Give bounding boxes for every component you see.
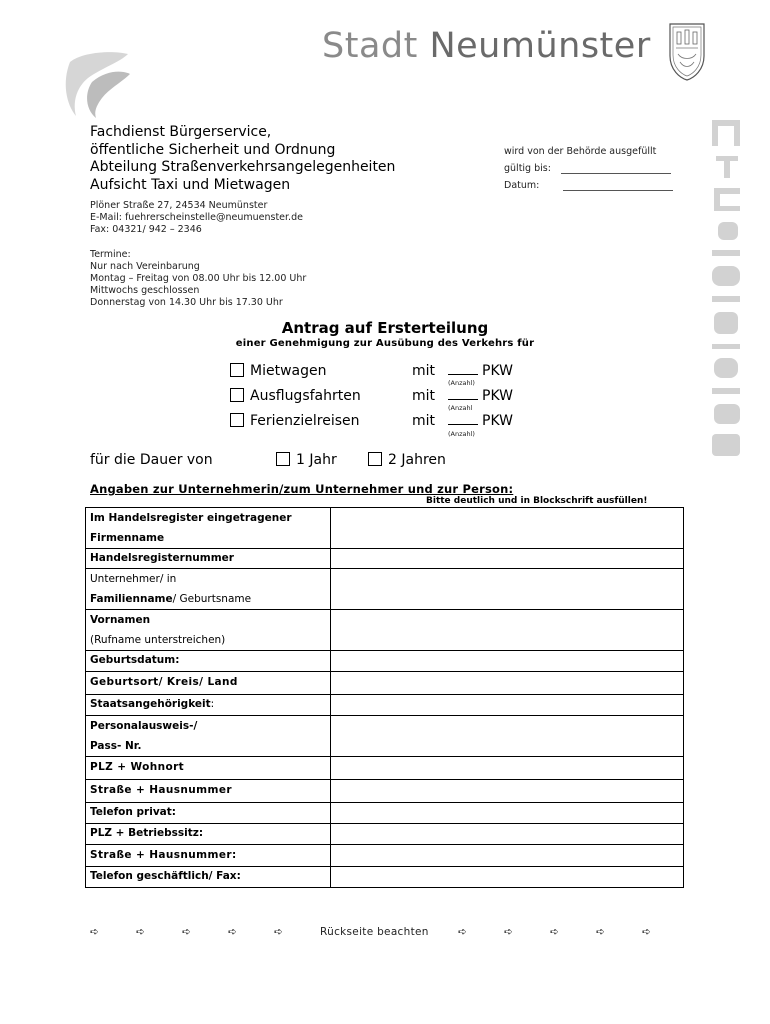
label-line: Firmenname xyxy=(90,532,165,544)
department-line: Fachdienst Bürgerservice, xyxy=(90,124,272,140)
email-text: E-Mail: fuehrerscheinstelle@neumuenster.de xyxy=(90,212,303,223)
table-row xyxy=(86,867,684,888)
arrow-right-icon: ➪ xyxy=(136,926,145,938)
option-label: Ausflugsfahrten xyxy=(250,388,361,404)
id-number-field[interactable] xyxy=(331,716,684,757)
table-row xyxy=(86,610,684,651)
label-rest: / Geburtsname xyxy=(172,593,252,605)
field-label xyxy=(86,716,331,757)
street-field[interactable] xyxy=(331,780,684,803)
appointments-heading: Termine: xyxy=(90,249,131,260)
arrow-right-icon: ➪ xyxy=(182,926,191,938)
arrow-right-icon: ➪ xyxy=(228,926,237,938)
fax-text: Fax: 04321/ 942 – 2346 xyxy=(90,224,202,235)
option-label: Mietwagen xyxy=(250,363,327,379)
label-line xyxy=(90,589,326,609)
count-hint: (Anzahl) xyxy=(448,379,475,387)
field-label xyxy=(86,610,331,651)
arrow-right-icon: ➪ xyxy=(596,926,605,938)
company-name-field[interactable] xyxy=(331,508,684,549)
appointments-line: Nur nach Vereinbarung xyxy=(90,261,200,272)
field-label xyxy=(86,569,331,610)
unit-label: PKW xyxy=(482,363,513,379)
table-row xyxy=(86,780,684,803)
register-number-field[interactable] xyxy=(331,549,684,569)
arrow-right-icon: ➪ xyxy=(274,926,283,938)
field-label: PLZ + Betriebssitz: xyxy=(86,824,331,845)
business-postal-field[interactable] xyxy=(331,824,684,845)
phone-private-field[interactable] xyxy=(331,803,684,824)
option-ferienzielreisen[interactable] xyxy=(230,413,360,433)
department-block xyxy=(90,124,395,194)
address-text: Plöner Straße 27, 24534 Neumünster xyxy=(90,200,268,211)
first-names-field[interactable] xyxy=(331,610,684,651)
table-row xyxy=(86,651,684,672)
office-use-note: wird von der Behörde ausgefüllt xyxy=(504,146,657,157)
arrow-right-icon: ➪ xyxy=(504,926,513,938)
appointments-line: Donnerstag von 14.30 Uhr bis 17.30 Uhr xyxy=(90,297,283,308)
arrow-right-icon: ➪ xyxy=(90,926,99,938)
table-row xyxy=(86,549,684,569)
count-field[interactable] xyxy=(448,413,513,429)
option-ausflugsfahrten[interactable] xyxy=(230,388,361,408)
mit-label: mit xyxy=(412,363,436,379)
count-hint: (Anzahl xyxy=(448,404,473,412)
checkbox[interactable] xyxy=(230,363,244,377)
field-label: Telefon geschäftlich/ Fax: xyxy=(86,867,331,888)
appointments-line: Mittwochs geschlossen xyxy=(90,285,200,296)
field-label: Geburtsdatum: xyxy=(86,651,331,672)
duration-option-1-year[interactable] xyxy=(276,452,337,468)
unit-label: PKW xyxy=(482,413,513,429)
nationality-field[interactable] xyxy=(331,695,684,716)
table-row xyxy=(86,757,684,780)
table-row xyxy=(86,569,684,610)
table-row xyxy=(86,824,684,845)
count-field[interactable] xyxy=(448,363,513,379)
appointments-line: Montag – Freitag von 08.00 Uhr bis 12.00 Uhr xyxy=(90,273,307,284)
field-label: Telefon privat: xyxy=(86,803,331,824)
field-label: Straße + Hausnummer: xyxy=(86,845,331,867)
table-row xyxy=(86,672,684,695)
unit-label: PKW xyxy=(482,388,513,404)
label-line: Vornamen xyxy=(90,614,151,626)
field-label xyxy=(86,695,331,716)
city-name: Neumünster xyxy=(429,26,651,66)
table-row xyxy=(86,845,684,867)
city-logo-mark xyxy=(62,48,134,120)
duration-option-2-years[interactable] xyxy=(368,452,446,468)
count-field[interactable] xyxy=(448,388,513,404)
birth-place-field[interactable] xyxy=(331,672,684,695)
field-label: Handelsregisternummer xyxy=(86,549,331,569)
postal-city-field[interactable] xyxy=(331,757,684,780)
birth-date-field[interactable] xyxy=(331,651,684,672)
arrow-right-icon: ➪ xyxy=(642,926,651,938)
table-row xyxy=(86,508,684,549)
label-line: Pass- Nr. xyxy=(90,740,142,752)
duration-option-label: 1 Jahr xyxy=(296,452,337,468)
arrow-right-icon: ➪ xyxy=(550,926,559,938)
department-line: Aufsicht Taxi und Mietwagen xyxy=(90,176,291,193)
form-subtitle: einer Genehmigung zur Ausübung des Verkehrs für xyxy=(235,338,535,349)
checkbox[interactable] xyxy=(230,388,244,402)
count-blank[interactable] xyxy=(448,363,478,375)
count-blank[interactable] xyxy=(448,413,478,425)
option-mietwagen[interactable] xyxy=(230,363,326,383)
side-watermark xyxy=(706,116,746,462)
city-title xyxy=(322,26,651,66)
label-line: Im Handelsregister eingetragener xyxy=(90,512,292,524)
count-hint: (Anzahl) xyxy=(448,430,475,438)
city-crest-icon xyxy=(668,22,706,82)
business-phone-field[interactable] xyxy=(331,867,684,888)
valid-until-field[interactable] xyxy=(561,164,671,174)
field-label: Straße + Hausnummer xyxy=(86,780,331,803)
label-line: Personalausweis-/ xyxy=(90,720,198,732)
field-label: Geburtsort/ Kreis/ Land xyxy=(86,672,331,695)
label-line: (Rufname unterstreichen) xyxy=(90,634,226,646)
arrow-right-icon: ➪ xyxy=(458,926,467,938)
appointments-block xyxy=(90,249,306,309)
department-line: Abteilung Straßenverkehrsangelegenheiten xyxy=(90,159,396,175)
option-label: Ferienzielreisen xyxy=(250,413,360,429)
business-street-field[interactable] xyxy=(331,845,684,867)
table-row xyxy=(86,695,684,716)
duration-label: für die Dauer von xyxy=(90,452,213,468)
department-line: öffentliche Sicherheit und Ordnung xyxy=(90,141,336,158)
applicant-form-table xyxy=(85,507,684,888)
label-bold: Familienname xyxy=(90,593,173,605)
form-title: Antrag auf Ersterteilung xyxy=(281,319,489,337)
valid-until-label: gültig bis: xyxy=(504,163,551,174)
checkbox[interactable] xyxy=(368,452,382,466)
mit-label: mit xyxy=(412,413,436,429)
count-blank[interactable] xyxy=(448,388,478,400)
label-rest: : xyxy=(210,698,215,710)
checkbox[interactable] xyxy=(276,452,290,466)
label-bold: Staatsangehörigkeit xyxy=(90,698,211,710)
date-field[interactable] xyxy=(563,181,673,191)
label-line: Unternehmer/ in xyxy=(90,573,177,585)
office-use-block xyxy=(504,143,673,194)
table-row xyxy=(86,803,684,824)
date-label: Datum: xyxy=(504,180,540,191)
surname-field[interactable] xyxy=(331,569,684,610)
date-row xyxy=(504,177,673,194)
footer-text: Rückseite beachten xyxy=(320,926,429,938)
section-note: Bitte deutlich und in Blockschrift ausfüllen! xyxy=(426,496,648,506)
field-label: PLZ + Wohnort xyxy=(86,757,331,780)
city-prefix: Stadt xyxy=(322,26,418,66)
section-heading: Angaben zur Unternehmerin/zum Unternehmer und zur Person: xyxy=(90,482,514,496)
checkbox[interactable] xyxy=(230,413,244,427)
contact-block xyxy=(90,200,303,236)
duration-option-label: 2 Jahren xyxy=(388,452,446,468)
field-label xyxy=(86,508,331,549)
valid-until-row xyxy=(504,160,673,177)
table-row xyxy=(86,716,684,757)
mit-label: mit xyxy=(412,388,436,404)
